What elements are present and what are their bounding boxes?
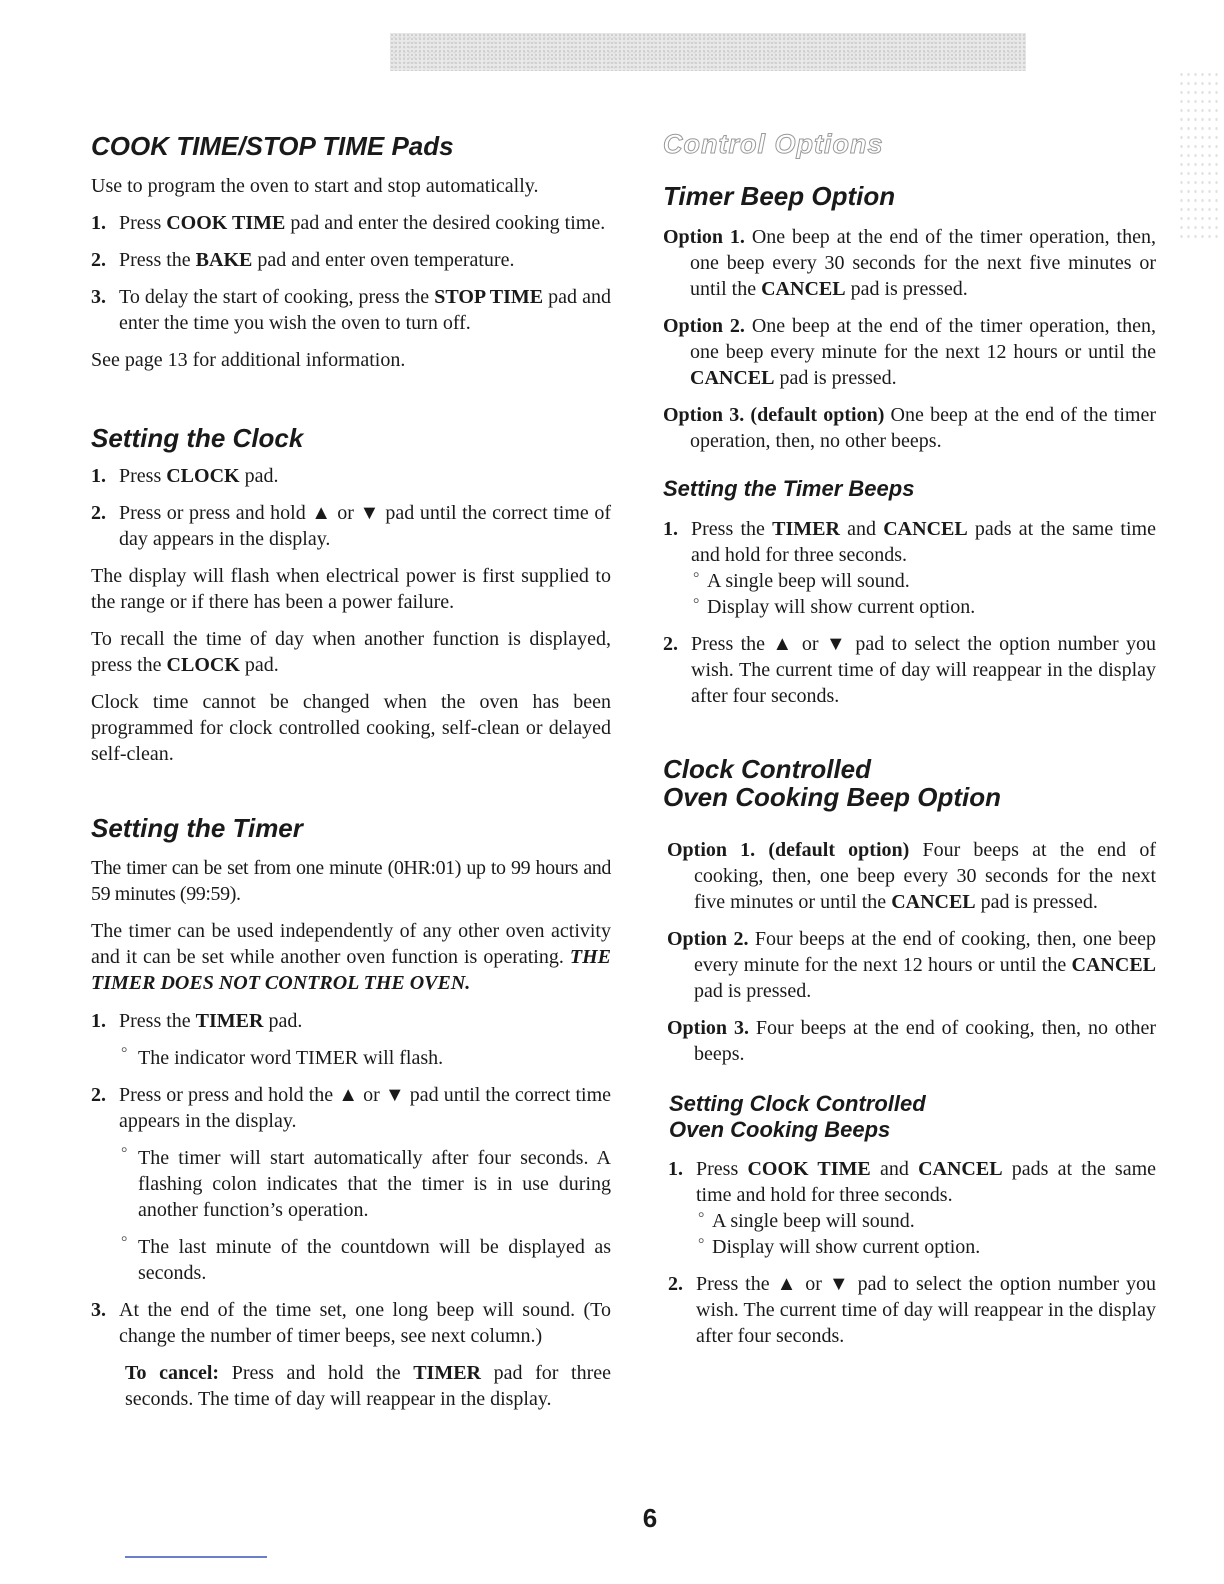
timer-step-1: 1. Press the TIMER pad. (91, 1010, 303, 1032)
timer-beeps-step-1: 1. Press the TIMER and CANCEL pads at the same time and hold for three seconds. ° A single beep will sound. ° Display will show current option. (663, 516, 1156, 620)
up-arrow-icon: ▲ (311, 502, 332, 524)
down-arrow-icon: ▼ (359, 502, 380, 524)
down-arrow-icon: ▼ (828, 1273, 851, 1295)
timer-title: Setting the Timer (91, 813, 303, 843)
up-arrow-icon: ▲ (776, 1273, 799, 1295)
clock-title: Setting the Clock (91, 423, 304, 453)
timer-p2: The timer can be used independently of any other oven activity and it can be set while another oven function is operating. THE TIMER DOES NOT CONTROL THE OVEN. (91, 920, 612, 994)
clock-beeps-bullet-1: ° A single beep will sound. (696, 1208, 1156, 1234)
timer-cancel-note: To cancel: Press and hold the TIMER pad for three seconds. The time of day will reappear in the display. (125, 1362, 612, 1410)
up-arrow-icon: ▲ (338, 1084, 359, 1106)
timer-beeps-bullet-2: ° Display will show current option. (691, 594, 1156, 620)
footer-rule (125, 1556, 267, 1558)
timer-step-1-bullet: ° The indicator word TIMER will flash. (91, 1045, 611, 1071)
edge-speckle (1178, 70, 1218, 240)
timer-beeps-step-2: 2. Press the ▲ or ▼ pad to select the option number you wish. The current time of day will reappear in the display after four seconds. (663, 633, 1156, 707)
clock-beep-option-3: Option 3. Four beeps at the end of cooking, then, no other beeps. (667, 1017, 1157, 1065)
timer-beep-option-1: Option 1. One beep at the end of the timer operation, then, one beep every 30 seconds for the next five minutes or until the CANCEL pad is pressed. (663, 226, 1156, 300)
up-arrow-icon: ▲ (772, 633, 795, 655)
right-column (663, 129, 1156, 1349)
cook-stop-intro: Use to program the oven to start and stop automatically. (91, 175, 539, 197)
clock-beep-option-2: Option 2. Four beeps at the end of cooking, then, one beep every minute for the next 12 hours or until the CANCEL pad is pressed. (667, 928, 1156, 1002)
cook-stop-title: COOK TIME/STOP TIME Pads (91, 131, 454, 161)
left-column (91, 131, 611, 1412)
cook-stop-step-3: 3. To delay the start of cooking, press the STOP TIME pad and enter the time you wish the oven to turn off. (91, 286, 611, 334)
timer-beep-title: Timer Beep Option (663, 181, 896, 211)
down-arrow-icon: ▼ (384, 1084, 405, 1106)
cook-stop-step-2: 2. Press the BAKE pad and enter oven temperature. (91, 249, 515, 271)
page-number: 6 (642, 1503, 658, 1533)
timer-step-2-bullet-2: ° The last minute of the countdown will be displayed as seconds. (91, 1234, 611, 1286)
clock-p1: The display will flash when electrical power is first supplied to the range or if there has been a power failure. (91, 565, 611, 613)
setting-clock-beeps-title: Setting Clock Controlled Oven Cooking Beeps (669, 1091, 926, 1142)
timer-beep-option-2: Option 2. One beep at the end of the timer operation, then, one beep every minute for the next 12 hours or until the CANCEL pad is pressed. (663, 315, 1156, 389)
timer-step-2-bullet-1: ° The timer will start automatically after four seconds. A flashing colon indicates that the timer is in use during another function’s operation. (91, 1145, 611, 1223)
clock-beeps-step-2: 2. Press the ▲ or ▼ pad to select the option number you wish. The current time of day will reappear in the display after four seconds. (668, 1273, 1156, 1347)
timer-beep-option-3: Option 3. (default option) One beep at the end of the timer operation, then, no other beeps. (663, 404, 1156, 452)
timer-step-2: 2. Press or press and hold the ▲ or ▼ pad until the correct time appears in the display. (91, 1084, 612, 1132)
control-options-title: Control Options (663, 129, 884, 159)
timer-beeps-bullet-1: ° A single beep will sound. (691, 568, 1156, 594)
cook-stop-step-1: 1. Press COOK TIME pad and enter the desired cooking time. (91, 212, 606, 234)
clock-beep-option-1: Option 1. (default option) Four beeps at the end of cooking, then, one beep every 30 seconds for the next five minutes or until the CANCEL pad is pressed. (667, 839, 1156, 913)
clock-beeps-step-1: 1. Press COOK TIME and CANCEL pads at the same time and hold for three seconds. ° A single beep will sound. ° Display will show current option. (668, 1156, 1156, 1260)
clock-step-2: 2. Press or press and hold ▲ or ▼ pad until the correct time of day appears in the display. (91, 502, 611, 550)
setting-timer-beeps-title: Setting the Timer Beeps (663, 476, 915, 501)
clock-p2: To recall the time of day when another function is displayed, press the CLOCK pad. (91, 628, 611, 676)
cook-stop-note: See page 13 for additional information. (91, 349, 406, 371)
clock-beeps-bullet-2: ° Display will show current option. (696, 1234, 1156, 1260)
clock-beep-title: Clock Controlled Oven Cooking Beep Option (663, 754, 1002, 812)
timer-p1: The timer can be set from one minute (0HR:01) up to 99 hours and 59 minutes (99:59). (91, 857, 611, 905)
down-arrow-icon: ▼ (825, 633, 848, 655)
clock-p3: Clock time cannot be changed when the oven has been programmed for clock controlled cooking, self-clean or delayed self-clean. (91, 691, 611, 765)
timer-step-3: 3. At the end of the time set, one long beep will sound. (To change the number of timer beeps, see next column.) (91, 1299, 611, 1347)
clock-step-1: 1. Press CLOCK pad. (91, 465, 279, 487)
header-band (390, 33, 1026, 71)
